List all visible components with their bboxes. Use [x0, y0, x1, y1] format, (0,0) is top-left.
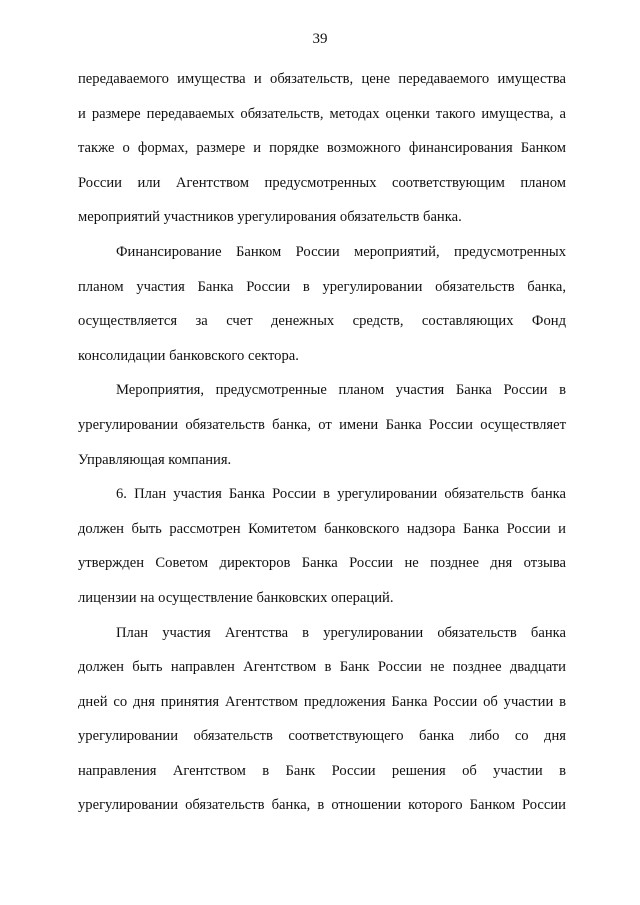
text-line: России или Агентством предусмотренных соответствующим планом [78, 174, 566, 191]
paragraph-first-line: План участия Агентства в урегулировании обязательств банка [116, 624, 566, 641]
text-line: дней со дня принятия Агентством предложения Банка России об участии в [78, 693, 566, 710]
text-line: урегулировании обязательств банка, в отношении которого Банком России [78, 797, 566, 814]
text-line: направления Агентством в Банк России решения об участии в [78, 762, 566, 779]
paragraph-first-line: Мероприятия, предусмотренные планом участия Банка России в [116, 382, 566, 399]
text-line: урегулировании обязательств соответствующего банка либо со дня [78, 728, 566, 745]
text-line: консолидации банковского сектора. [78, 347, 299, 364]
text-line: утвержден Советом директоров Банка России не позднее дня отзыва [78, 555, 566, 572]
text-line: и размере передаваемых обязательств, методах оценки такого имущества, а [78, 105, 566, 122]
text-line: передаваемого имущества и обязательств, цене передаваемого имущества [78, 71, 566, 87]
text-line: мероприятий участников урегулирования обязательств банка. [78, 209, 462, 226]
text-line: должен быть направлен Агентством в Банк России не позднее двадцати [78, 659, 566, 676]
paragraph-first-line: 6. План участия Банка России в урегулировании обязательств банка [116, 486, 566, 503]
text-line: должен быть рассмотрен Комитетом банковского надзора Банка России и [78, 520, 566, 537]
text-line: Управляющая компания. [78, 451, 232, 468]
page-number: 39 [312, 31, 328, 47]
paragraph-first-line: Финансирование Банком России мероприятий, предусмотренных [116, 243, 566, 260]
text-line: осуществляется за счет денежных средств, составляющих Фонд [78, 313, 566, 330]
text-line: урегулировании обязательств банка, от имени Банка России осуществляет [78, 416, 566, 433]
text-line: также о формах, размере и порядке возможного финансирования Банком [78, 140, 566, 157]
text-line: лицензии на осуществление банковских операций. [78, 589, 394, 606]
document-body [78, 68, 566, 829]
text-line: планом участия Банка России в урегулировании обязательств банка, [78, 278, 566, 295]
